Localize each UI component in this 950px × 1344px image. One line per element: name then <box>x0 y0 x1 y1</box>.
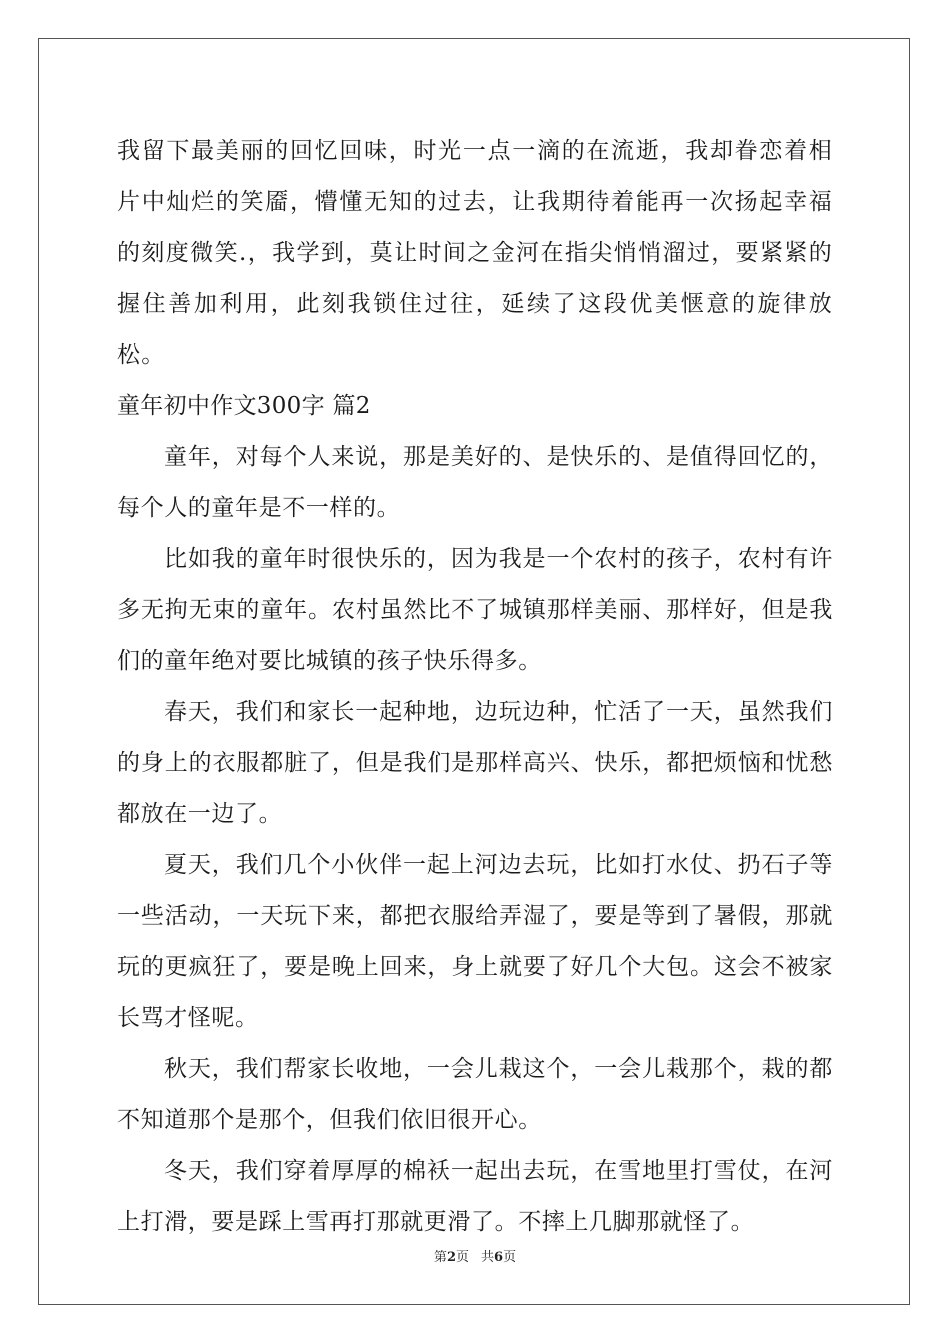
document-body <box>117 126 833 1248</box>
paragraph: 秋天，我们帮家长收地，一会儿栽这个，一会儿栽那个，栽的都不知道那个是那个，但我们依旧很开心。 <box>117 1056 833 1133</box>
intro-paragraph: 我留下最美丽的回忆回味，时光一点一滴的在流逝，我却眷恋着相片中灿烂的笑靥，懵懂无知的过去，让我期待着能再一次扬起幸福的刻度微笑.，我学到，莫让时间之金河在指尖悄悄溜过，要紧紧的握住善加利用，此刻我锁住过往，延续了这段优美惬意的旋律放松。 <box>117 138 833 368</box>
total-pages: 6 <box>494 1250 504 1265</box>
page-footer <box>0 1246 950 1265</box>
page-total-label <box>481 1250 516 1265</box>
paragraph: 比如我的童年时很快乐的，因为我是一个农村的孩子，农村有许多无拘无束的童年。农村虽然比不了城镇那样美丽、那样好，但是我们的童年绝对要比城镇的孩子快乐得多。 <box>117 546 833 674</box>
paragraph: 冬天，我们穿着厚厚的棉袄一起出去玩，在雪地里打雪仗，在河上打滑，要是踩上雪再打那就更滑了。不摔上几脚那就怪了。 <box>117 1158 833 1235</box>
section-heading: 童年初中作文300字 篇2 <box>117 393 371 419</box>
page-suffix: 页 <box>455 1250 469 1265</box>
page-number-label <box>434 1250 469 1265</box>
page-prefix: 第 <box>433 1250 447 1265</box>
total-prefix: 共 <box>481 1250 495 1265</box>
total-suffix: 页 <box>503 1250 517 1265</box>
paragraph: 夏天，我们几个小伙伴一起上河边去玩，比如打水仗、扔石子等一些活动，一天玩下来，都把衣服给弄湿了，要是等到了暑假，那就玩的更疯狂了，要是晚上回来，身上就要了好几个大包。这会不被家长骂才怪呢。 <box>117 852 833 1031</box>
paragraph: 春天，我们和家长一起种地，边玩边种，忙活了一天，虽然我们的身上的衣服都脏了，但是我们是那样高兴、快乐，都把烦恼和忧愁都放在一边了。 <box>117 699 833 827</box>
current-page: 2 <box>446 1250 456 1265</box>
paragraph: 童年，对每个人来说，那是美好的、是快乐的、是值得回忆的，每个人的童年是不一样的。 <box>117 444 833 521</box>
